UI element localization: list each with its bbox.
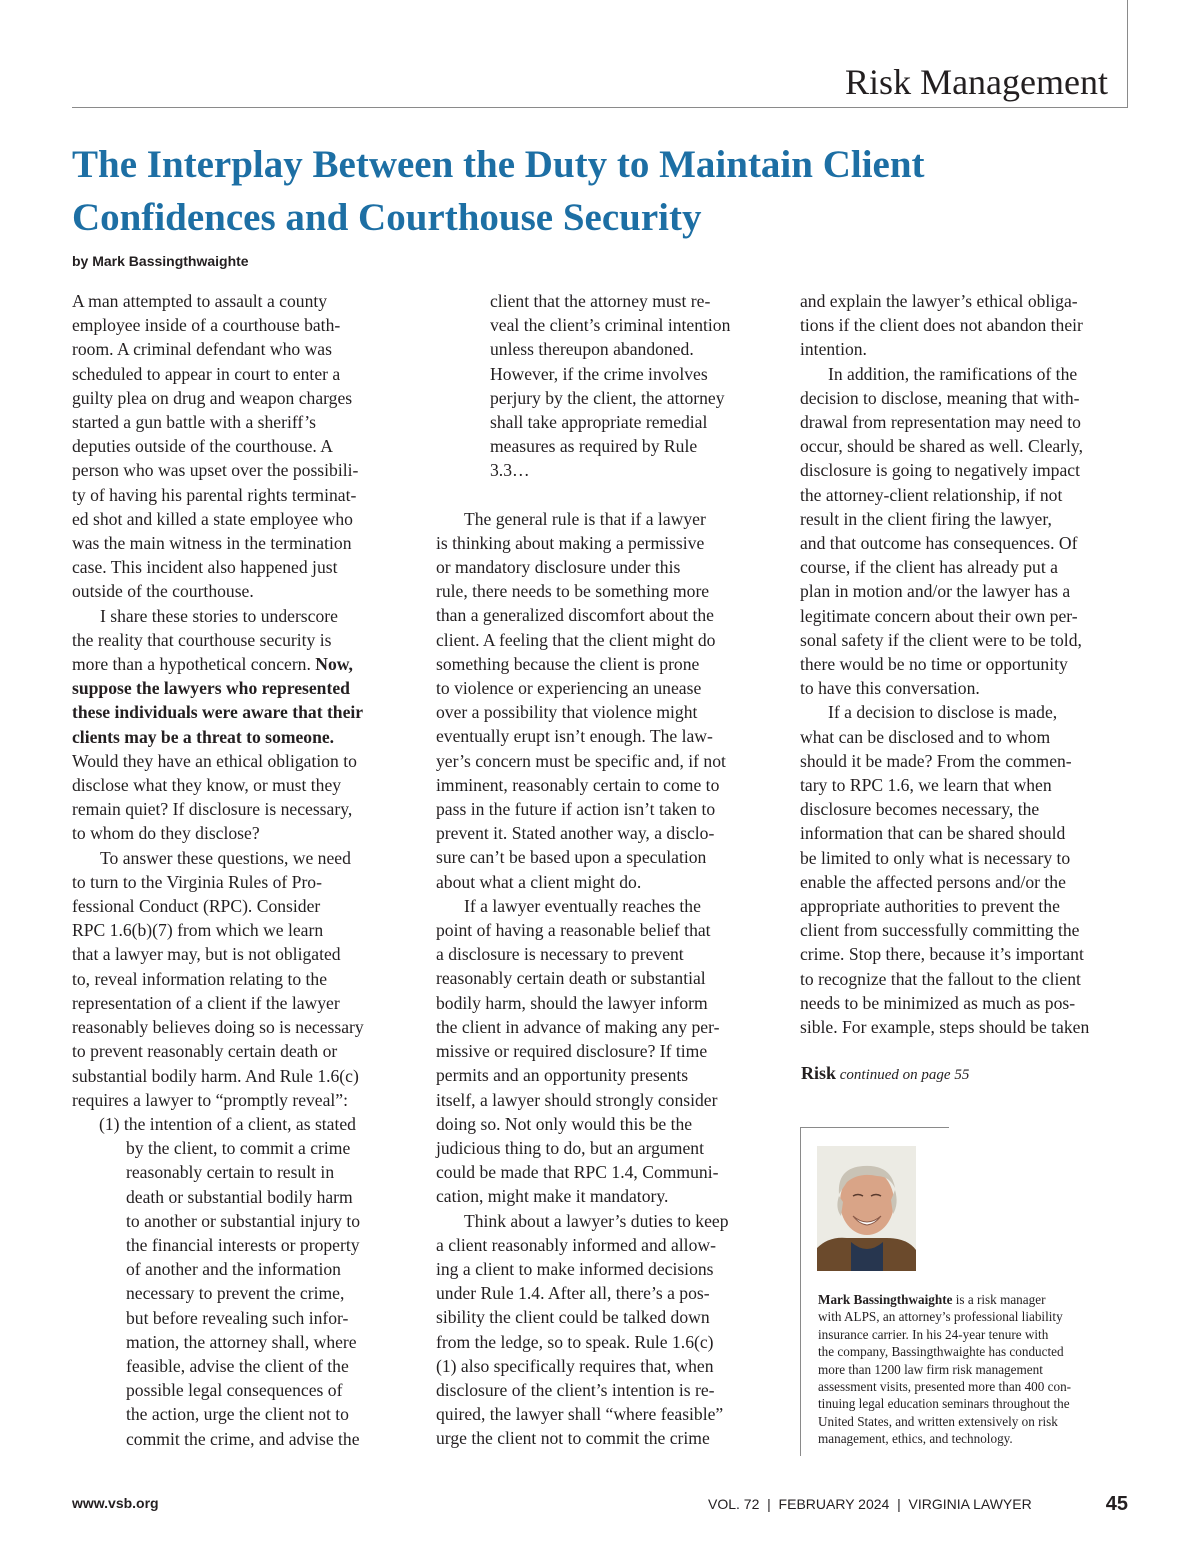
bio-line: tinuing legal education seminars throughout the [818, 1396, 1070, 1412]
text-line: feasible, advise the client of the [126, 1355, 349, 1376]
title-line-1: The Interplay Between the Duty to Maintain Client [72, 143, 925, 186]
author-photo [817, 1146, 916, 1271]
bio-line: the company, Bassingthwaighte has conducted [818, 1344, 1064, 1360]
text-line: tions if the client does not abandon their [800, 315, 1083, 336]
text-line: 3.3… [490, 460, 530, 481]
text-line: ty of having his parental rights terminat- [72, 484, 357, 505]
text-line: sure can’t be based upon a speculation [436, 847, 707, 868]
text-line: requires a lawyer to “promptly reveal”: [72, 1089, 349, 1110]
header-vertical-rule [1127, 0, 1128, 108]
text-line: disclosure of the client’s intention is re- [436, 1379, 715, 1400]
text-line: and explain the lawyer’s ethical obliga- [800, 291, 1078, 311]
text-line: to turn to the Virginia Rules of Pro- [72, 871, 322, 892]
text-line: to, reveal information relating to the [72, 968, 328, 989]
text-line: disclosure becomes necessary, the [800, 799, 1040, 820]
text-line: In addition, the ramifications of the [828, 363, 1078, 384]
text-line: crime. Stop there, because it’s important [800, 944, 1084, 965]
text-line: legitimate concern about their own per- [800, 605, 1078, 626]
text-line: information that can be shared should [800, 823, 1066, 844]
text-line: deputies outside of the courthouse. A [72, 436, 333, 457]
bio-line: insurance carrier. In his 24-year tenure with [818, 1326, 1049, 1342]
text-line: possible legal consequences of [126, 1380, 343, 1401]
text-line: point of having a reasonable belief that [436, 920, 711, 941]
continuation-note [801, 1061, 969, 1087]
text-line: than a generalized discomfort about the [436, 605, 714, 626]
bio-name: Mark Bassingthwaighte [818, 1292, 953, 1307]
text-line: (1) the intention of a client, as stated [99, 1113, 356, 1134]
article-title [72, 138, 1072, 244]
text-line: necessary to prevent the crime, [126, 1283, 345, 1304]
text-line: ed shot and killed a state employee who [72, 508, 353, 529]
text-line [72, 676, 412, 700]
text-line: started a gun battle with a sheriff’s [72, 412, 316, 433]
text-line: I share these stories to underscore [100, 605, 338, 626]
text-line: A man attempted to assault a county [72, 291, 328, 311]
text-line: urge the client not to commit the crime [436, 1428, 710, 1449]
text-column-1 [72, 289, 412, 1451]
text-line: the attorney-client relationship, if not [800, 484, 1063, 505]
section-heading: Risk Management [845, 62, 1108, 102]
text-line: from the ledge, so to speak. Rule 1.6(c) [436, 1331, 714, 1352]
text-line: plan in motion and/or the lawyer has a [800, 581, 1071, 602]
text-line: of another and the information [126, 1259, 341, 1280]
text-line: could be made that RPC 1.4, Communi- [436, 1162, 719, 1183]
text-line: measures as required by Rule [490, 436, 698, 457]
text-line: that a lawyer may, but is not obligated [72, 944, 341, 965]
text-line: drawal from representation may need to [800, 412, 1081, 433]
text-line: reasonably certain to result in [126, 1162, 335, 1183]
text-line: a disclosure is necessary to prevent [436, 944, 684, 965]
footer-website: www.vsb.org [72, 1495, 159, 1511]
text-line: appropriate authorities to prevent the [800, 896, 1060, 917]
text-line: If a lawyer eventually reaches the [464, 895, 701, 916]
text-line: (1) also specifically requires that, when [436, 1355, 714, 1376]
text-line: or mandatory disclosure under this [436, 557, 681, 578]
text-line: room. A criminal defendant who was [72, 339, 332, 360]
emphasis-text: suppose the lawyers who represented [72, 678, 350, 699]
text-line: missive or required disclosure? If time [436, 1041, 708, 1062]
bio-line: assessment visits, presented more than 400 con- [818, 1379, 1072, 1395]
text-line: under Rule 1.4. After all, there’s a pos- [436, 1283, 710, 1304]
page-number: 45 [1105, 1493, 1128, 1515]
text-line: and that outcome has consequences. Of [800, 533, 1078, 554]
text-line: was the main witness in the termination [72, 533, 352, 554]
text-line: course, if the client has already put a [800, 557, 1058, 578]
bio-line: United States, and written extensively on risk [818, 1413, 1058, 1429]
title-line-2: Confidences and Courthouse Security [72, 196, 702, 239]
text-line: result in the client firing the lawyer, [800, 508, 1052, 529]
text-line: a client reasonably informed and allow- [436, 1234, 716, 1255]
text-line: client from successfully committing the [800, 920, 1080, 941]
text-line: to prevent reasonably certain death or [72, 1041, 338, 1062]
emphasis-text: clients may be a threat to someone. [72, 726, 335, 747]
text-line: judicious thing to do, but an argument [436, 1137, 704, 1158]
byline: by Mark Bassingthwaighte [72, 253, 249, 269]
text-line: something because the client is prone [436, 653, 700, 674]
text-line: but before revealing such infor- [126, 1307, 349, 1328]
text-column-2 [436, 289, 776, 1451]
text-line: remain quiet? If disclosure is necessary, [72, 799, 353, 820]
text-line: prevent it. Stated another way, a disclo- [436, 823, 715, 844]
text-line: is thinking about making a permissive [436, 532, 705, 553]
text-line: about what a client might do. [436, 871, 642, 892]
text-line: fessional Conduct (RPC). Consider [72, 896, 321, 917]
text-line: scheduled to appear in court to enter a [72, 363, 341, 384]
text-line: veal the client’s criminal intention [490, 315, 731, 336]
text-line: to another or substantial injury to [126, 1210, 361, 1231]
emphasis-text: these individuals were aware that their [72, 702, 364, 723]
text-line: sonal safety if the client were to be told, [800, 629, 1082, 650]
text-line: To answer these questions, we need [100, 847, 351, 868]
text-line: reasonably certain death or substantial [436, 968, 706, 989]
bio-line: management, ethics, and technology. [818, 1431, 1013, 1447]
text-line: unless thereupon abandoned. [490, 339, 694, 360]
text-line: what can be disclosed and to whom [800, 726, 1051, 747]
text-line: sibility the client could be talked down [436, 1307, 710, 1328]
text-line: death or substantial bodily harm [126, 1186, 353, 1207]
text-line: mation, the attorney shall, where [126, 1331, 357, 1352]
text-line: there would be no time or opportunity [800, 654, 1068, 675]
text-line: employee inside of a courthouse bath- [72, 315, 341, 336]
text-line [436, 483, 776, 507]
text-line: client. A feeling that the client might do [436, 629, 716, 650]
text-line: outside of the courthouse. [72, 581, 254, 602]
text-line: case. This incident also happened just [72, 557, 338, 578]
text-line: Would they have an ethical obligation to [72, 750, 357, 771]
text-column-3 [800, 289, 1140, 1039]
text-line: permits and an opportunity presents [436, 1065, 689, 1086]
text-line: disclosure is going to negatively impact [800, 460, 1080, 481]
text-line: commit the crime, and advise the [126, 1428, 360, 1449]
bio-box-top-rule [801, 1127, 949, 1128]
text-line: client that the attorney must re- [490, 291, 711, 311]
text-line: ing a client to make informed decisions [436, 1258, 714, 1279]
text-line: pass in the future if action isn’t taken to [436, 799, 716, 820]
text-line: occur, should be shared as well. Clearly, [800, 436, 1083, 457]
bio-line: with ALPS, an attorney’s professional liability [818, 1309, 1063, 1325]
text-line: the financial interests or property [126, 1234, 360, 1255]
text-line: by the client, to commit a crime [126, 1138, 351, 1159]
author-bio [818, 1291, 1138, 1448]
text-line: shall take appropriate remedial [490, 412, 708, 433]
text-line: the action, urge the client not to [126, 1404, 349, 1425]
text-line: the client in advance of making any per- [436, 1016, 720, 1037]
text-line: reasonably believes doing so is necessary [72, 1017, 364, 1038]
text-line: tary to RPC 1.6, we learn that when [800, 775, 1052, 796]
bio-line: Mark Bassingthwaighte is a risk manager [818, 1292, 1046, 1307]
text-line: cation, might make it mandatory. [436, 1186, 669, 1207]
text-line: yer’s concern must be specific and, if not [436, 750, 726, 771]
text-line: Think about a lawyer’s duties to keep [464, 1210, 729, 1231]
text-line: However, if the crime involves [490, 363, 708, 384]
emphasis-text: Now, [315, 654, 353, 675]
text-line: bodily harm, should the lawyer inform [436, 992, 708, 1013]
text-line [72, 725, 412, 749]
bio-box-left-rule [800, 1127, 801, 1456]
text-line: the reality that courthouse security is [72, 629, 332, 650]
continuation-keyword: Risk [801, 1063, 837, 1083]
text-line: The general rule is that if a lawyer [464, 508, 706, 529]
author-portrait-image [817, 1146, 916, 1271]
text-line [72, 700, 412, 724]
text-line: RPC 1.6(b)(7) from which we learn [72, 920, 324, 941]
text-line: person who was upset over the possibili- [72, 460, 359, 481]
text-line: to recognize that the fallout to the client [800, 968, 1081, 989]
bio-lines [818, 1308, 1138, 1447]
text-line: should it be made? From the commen- [800, 750, 1072, 771]
text-line: quired, the lawyer shall “where feasible” [436, 1404, 724, 1425]
text-line: guilty plea on drug and weapon charges [72, 387, 353, 408]
text-line: doing so. Not only would this be the [436, 1113, 693, 1134]
text-line: needs to be minimized as much as pos- [800, 992, 1076, 1013]
text-line: to whom do they disclose? [72, 823, 260, 844]
text-line: to have this conversation. [800, 678, 980, 699]
footer-issue: VOL. 72 | FEBRUARY 2024 | VIRGINIA LAWYER [708, 1496, 1032, 1512]
text-line: eventually erupt isn’t enough. The law- [436, 726, 713, 747]
text-line: to violence or experiencing an unease [436, 678, 702, 699]
text-line: representation of a client if the lawyer [72, 992, 340, 1013]
bio-line: more than 1200 law firm risk management [818, 1361, 1043, 1377]
header-rule [72, 107, 1128, 108]
text-line: intention. [800, 339, 867, 360]
text-line: over a possibility that violence might [436, 702, 698, 723]
text-line: substantial bodily harm. And Rule 1.6(c) [72, 1065, 359, 1086]
text-line: be limited to only what is necessary to [800, 847, 1071, 868]
text-line: rule, there needs to be something more [436, 581, 710, 602]
text-line: If a decision to disclose is made, [828, 702, 1058, 723]
text-line: perjury by the client, the attorney [490, 387, 725, 408]
text-line: more than a hypothetical concern. Now, [72, 654, 353, 675]
text-line: imminent, reasonably certain to come to [436, 774, 720, 795]
text-line: itself, a lawyer should strongly consider [436, 1089, 718, 1110]
continuation-text: continued on page 55 [836, 1067, 970, 1083]
text-line: enable the affected persons and/or the [800, 871, 1066, 892]
text-line: sible. For example, steps should be taken [800, 1017, 1090, 1038]
text-line: decision to disclose, meaning that with- [800, 387, 1080, 408]
text-line: disclose what they know, or must they [72, 775, 342, 796]
